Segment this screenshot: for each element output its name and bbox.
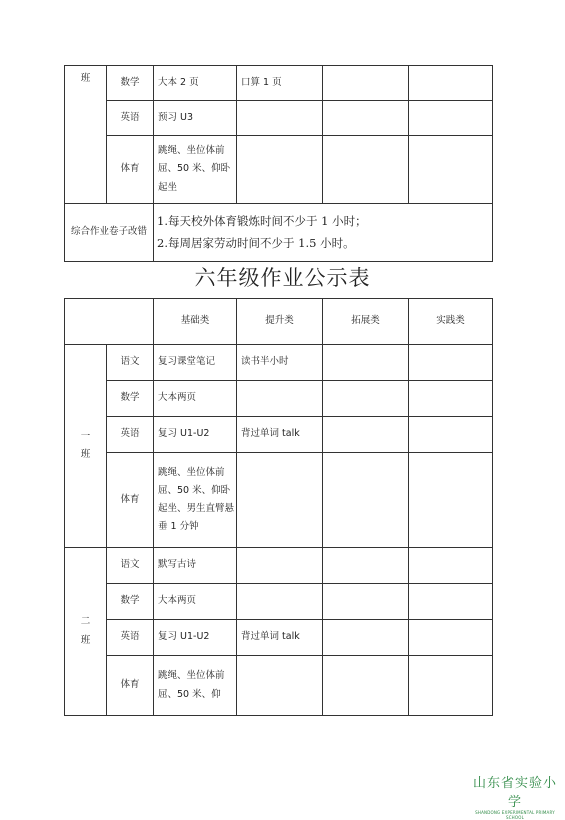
- class1-label: [65, 345, 107, 548]
- basic-cell: 复习 U1-U2: [154, 417, 237, 453]
- expand-cell: [323, 548, 409, 584]
- expand-cell: [323, 136, 409, 204]
- basic-cell: 跳绳、坐位体前屈、50 米、仰: [154, 656, 237, 716]
- subject-cell: 语文: [107, 548, 154, 584]
- summary-line-2: 2.每周居家劳动时间不少于 1.5 小时。: [157, 235, 355, 250]
- header-blank: [65, 299, 154, 345]
- improve-cell: [237, 656, 323, 716]
- grade6-homework-table: [64, 298, 493, 716]
- page-title: 六年级作业公示表: [194, 266, 371, 290]
- improve-cell: 读书半小时: [237, 345, 323, 381]
- subject-cell: 数学: [107, 381, 154, 417]
- class-label: 班: [65, 66, 107, 204]
- expand-cell: [323, 381, 409, 417]
- basic-cell: 复习课堂笔记: [154, 345, 237, 381]
- improve-cell: [237, 101, 323, 136]
- subject-cell: 数学: [107, 66, 154, 101]
- basic-cell: 大本两页: [154, 381, 237, 417]
- school-logo: [470, 772, 560, 820]
- subject-cell: 体育: [107, 656, 154, 716]
- improve-cell: [237, 381, 323, 417]
- subject-cell: 体育: [107, 136, 154, 204]
- practice-cell: [409, 345, 493, 381]
- expand-cell: [323, 345, 409, 381]
- class2-label-top: 二: [80, 616, 91, 628]
- expand-cell: [323, 66, 409, 101]
- basic-cell: 大本 2 页: [154, 66, 237, 101]
- improve-cell: 口算 1 页: [237, 66, 323, 101]
- improve-cell: [237, 584, 323, 620]
- basic-cell: 大本两页: [154, 584, 237, 620]
- summary-line-1: 1.每天校外体育锻炼时间不少于 1 小时；: [157, 213, 367, 228]
- practice-cell: [409, 417, 493, 453]
- basic-cell: 跳绳、坐位体前屈、50 米、仰卧起坐: [154, 136, 237, 204]
- practice-cell: [409, 584, 493, 620]
- expand-cell: [323, 453, 409, 548]
- class1-label-bottom: 班: [80, 449, 91, 460]
- summary-notes: [154, 204, 493, 262]
- header-practice: 实践类: [409, 299, 493, 345]
- improve-cell: [237, 548, 323, 584]
- basic-cell: 预习 U3: [154, 101, 237, 136]
- practice-cell: [409, 381, 493, 417]
- basic-cell: 跳绳、坐位体前屈、50 米、仰卧起坐、男生直臂悬垂 1 分钟: [154, 453, 237, 548]
- practice-cell: [409, 101, 493, 136]
- subject-cell: 英语: [107, 620, 154, 656]
- subject-cell: 体育: [107, 453, 154, 548]
- practice-cell: [409, 620, 493, 656]
- improve-cell: 背过单词 talk: [237, 417, 323, 453]
- improve-cell: [237, 453, 323, 548]
- improve-cell: [237, 136, 323, 204]
- improve-cell: 背过单词 talk: [237, 620, 323, 656]
- school-logo-name: 山东省实验小学: [472, 776, 557, 810]
- basic-cell: 默写古诗: [154, 548, 237, 584]
- practice-cell: [409, 548, 493, 584]
- class2-label-bottom: 班: [80, 634, 91, 646]
- subject-cell: 数学: [107, 584, 154, 620]
- expand-cell: [323, 101, 409, 136]
- header-basic: 基础类: [154, 299, 237, 345]
- expand-cell: [323, 620, 409, 656]
- school-logo-english: SHANDONG EXPERIMENTAL PRIMARY SCHOOL: [475, 810, 555, 820]
- subject-cell: 英语: [107, 101, 154, 136]
- practice-cell: [409, 136, 493, 204]
- expand-cell: [323, 584, 409, 620]
- practice-cell: [409, 66, 493, 101]
- basic-cell: 复习 U1-U2: [154, 620, 237, 656]
- top-homework-table: [64, 65, 493, 262]
- expand-cell: [323, 656, 409, 716]
- expand-cell: [323, 417, 409, 453]
- practice-cell: [409, 453, 493, 548]
- header-improve: 提升类: [237, 299, 323, 345]
- header-expand: 拓展类: [323, 299, 409, 345]
- subject-cell: 英语: [107, 417, 154, 453]
- class1-label-top: 一: [80, 430, 91, 442]
- class2-label: [65, 548, 107, 716]
- subject-cell: 语文: [107, 345, 154, 381]
- practice-cell: [409, 656, 493, 716]
- summary-label: 综合作业卷子改错: [65, 204, 154, 262]
